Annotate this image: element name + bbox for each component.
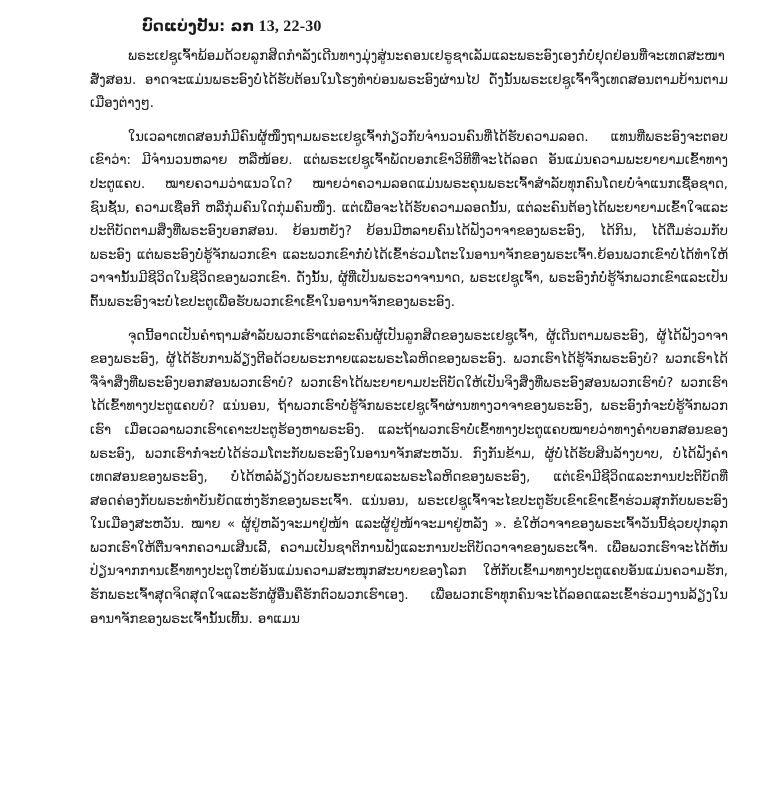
paragraph-reflection: ຈຸດນີ້ອາດເປັນຄຳຖາມສຳລັບພວກເຮົາແຕ່ລະຄົນຜູ້ເປັນລູກສິດຂອງພຣະເຢຊູເຈົ້າ, ຜູ້ເດີນຕາມພຣະອົງ, ຜູ້ໄດ້ຟັງວາຈາຂອງພຣະອົງ, ຜູ້ໄດ້ຮັບການລ້ຽງຕີອດ້ວຍພຣະກາຍແລະພຣະໂລຫິດຂອງພຣະອົງ. ພວກເຮົາໄດ້ຮູ້ຈັກພຣະອົງບໍ? ພວກເຮົາໄດ້ຈື່ຈຳສິ່ງທີ່ພຣະອົງບອກສອນພວກເຮົາບໍ? ພວກເຮົາໄດ້ພະຍາຍາມປະຕິບັດໃຫ້ເປັນຈິງສິ່ງທີ່ພຣະອົງສອນພວກເຮົາບໍ? ພວກເຮົາໄດ້ເຂົ້າທາງປະຕູແຄບບໍ? ແນ່ນອນ, ຖ້າພວກເຮົາບໍ່ຮູ້ຈັກພຣະເຢຊູເຈົ້າຜ່ານທາງວາຈາຂອງພຣະອົງ, ພຣະອົງກໍ່ຈະບໍ່ຮູ້ຈັກພວກເຮົາ ເມື່ອເວລາພວກເຮົາເຄາະປະຕູຮ້ອງຫາພຣະອົງ. ແລະຖ້າພວກເຮົາບໍ່ເຂົ້າທາງປະຕູແຄບໝາຍວ່າທາງຄຳບອກສອນຂອງພຣະອົງ, ພວກເຮົາກໍ່ຈະບໍ່ໄດ້ຮ່ວມໂຕະກັບພຣະອົງໃນອານາຈັກສະຫວັນ. ກົງກັນຂ້າມ, ຜູ້ບໍ່ໄດ້ຮັບສິນລ້າງບາບ, ບໍ່ໄດ້ຟັງຄຳເທດສອນຂອງພຣະອົງ, ບໍ່ໄດ້ຫລໍ່ລ້ຽງດ້ວຍພຣະກາຍແລະພຣະໂລຫິດຂອງພຣະອົງ, ແຕ່ເຂົາມີຊີວິດແລະການປະຕິບັດທີ່ສອດຄ່ອງກັບພຣະທຳບັນຍັດແຫ່ງຮັກຂອງພຣະເຈົ້າ. ແນ່ນອນ, ພຣະເຢຊູເຈົ້າຈະໄຂປະຕູຮັບເຂົາເຂົາເຂົ້າຮ່ວມສຸກກັບພຣະອົງໃນເມືອງສະຫວັນ. ໝາຍ « ຜູ້ຢູ່ຫລັງຈະມາຢູ່ໜ້າ ແລະຜູ້ຢູ່ໜ້າຈະມາຢູ່ຫລັງ ». ຂໍໃຫ້ວາຈາຂອງພຣະເຈົ້າວັນນີ້ຊ່ວຍປຸກລຸກພວກເຮົາໃຫ້ຕື່ນຈາກຄວາມເສີນເລີ້, ຄວາມເປັນຊາຕິການຟັງແລະການປະຕິບັດວາຈາຂອງພຣະເຈົ້າ. ເພື່ອພວກເຮົາຈະໄດ້ຫັນປ່ຽນຈາກການເຂົ້າທາງປະຕູໃຫຍ່ອັນແມ່ນຄວາມສະໜຸກສະບາຍຂອງໂລກ ໃຫ້ກັບເຂົ້າມາທາງປະຕູແຄບອັນແມ່ນຄວາມຮັກ, ຮັກພຣະເຈົ້າສຸດຈິດສຸດໃຈແລະຮັກຜູ້ອື່ນຄືຮັກຕົວພວກເຮົາເອງ. ເພື່ອພວກເຮົາທຸກຄົນຈະໄດ້ລອດແລະເຂົ້າຮ່ວມງານລ້ຽງໃນອານາຈັກຂອງພຣະເຈົ້ານັ້ນເທີ້ນ. ອາແມນ (90, 328, 728, 627)
heading-reference: 13, 22-30 (258, 18, 322, 35)
heading-title: ບົດແບ່ງປັນ: ລກ (142, 17, 255, 35)
paragraph-question: ໃນເວລາເທດສອນກໍ່ມີຄົນຜູ້ໜຶ່ງຖາມພຣະເຢຊູເຈົ້າກ່ຽວກັບຈຳນວນຄົນທີ່ໄດ້ຮັບຄວາມລອດ. ແທນທີ່ພຣະອົງຈະຕອບເຂົາວ່າ: ມີຈຳນວນຫລາຍ ຫລືໜ້ອຍ. ແຕ່ພຣະເຢຊູເຈົ້າພັດບອກເຂົາວິທີທີ່ຈະໄດ້ລອດ ອັນແມ່ນຄວາມພະຍາຍາມເຂົ້າທາງປະຕູແຄບ. ໝາຍຄວາມວ່າແນວໃດ? ໝາຍວ່າຄວາມລອດແມ່ນພຣະຄຸນພຣະເຈົ້າສຳລັບທຸກຄົນໂດຍບໍ່ຈຳແນກເຊື້ອຊາດ, ຊົນຊັ້ນ, ຄວາມເຊື່ອກີ ຫລືກຸ່ມຄົນໃດກຸ່ມຄົນໜຶ່ງ. ແຕ່ເພື່ອຈະໄດ້ຮັບຄວາມລອດນັ້ນ, ແຕ່ລະຄົນຕ້ອງໄດ້ພະຍາຍາມເຂົ້າໃຈແລະປະຕິບັດຕາມສິ່ງທີ່ພຣະອົງບອກສອນ. ຍ້ອນຫຍັງ? ຍ້ອນມີຫລາຍຄົນໄດ້ຟັງວາຈາຂອງພຣະອົງ, ໄດ້ກິນ, ໄດ້ດື່ມຮ່ວມກັບພຣະອົງ ແຕ່ພຣະອົງບໍ່ຮູ້ຈັກພວກເຂົາ ແລະພວກເຂົາກໍ່ບໍ່ໄດ້ເຂົ້າຮ່ວມໂຕະໃນອານາຈັກຂອງພຣະເຈົ້າ.ຍ້ອນພວກເຂົາບໍ່ໄດ້ທຳໃຫ້ວາຈານັ້ນມີຊີວິດໃນຊີວິດຂອງພວກເຂົາ. ດັ່ງນັ້ນ, ຜູ້ທີ່ເປັນພຣະວາຈານາດ, ພຣະເຢຊູເຈົ້າ, ພຣະອົງກໍ່ບໍ່ຮູ້ຈັກພວກເຂົາແລະເປັນຕົ້ນພຣະອົງຈະບໍ່ໄຂປະຕູເພື່ອຮັບພວກເຂົາເຂົ້າໃນອານາຈັກຂອງພຣະອົງ. (90, 129, 728, 310)
paragraph-intro: ພຣະເຢຊູເຈົ້າພ້ອມດ້ວຍລູກສິດກຳລັງເດີນທາງມຸ່ງສູ່ນະຄອນເຢຣູຊາເລັມແລະພຣະອົງເອງກໍ່ບໍ່ຢຸດຢ່ອນທີ່ຈະເທດສະໜາສັ່ງສອນ. ອາດຈະແມ່ນພຣະອົງບໍ່ໄດ້ຮັບຕ້ອນໃນໂຮງທຳບ່ອນພຣະອົງຜ່ານໄປ ດັ່ງນັ້ນພຣະເຢຊູເຈົ້າຈຶ່ງເທດສອນຕາມບ້ານຕາມເມືອງຕ່າງໆ. (90, 49, 728, 112)
document-heading (142, 16, 728, 37)
